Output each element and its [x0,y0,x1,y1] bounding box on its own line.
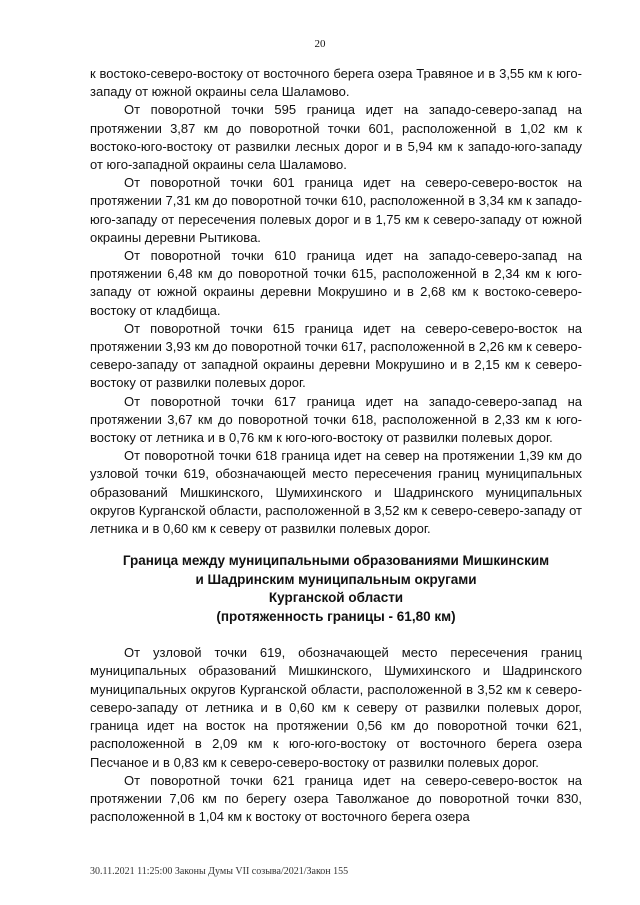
heading-line: Курганской области [268,590,404,606]
section-heading [90,552,582,626]
heading-line: и Шадринским муниципальным округами [195,571,477,587]
paragraph: От поворотной точки 601 граница идет на северо-северо-восток на протяжении 7,31 км до поворотной точки 610, расположенной в 3,34 км к западо-юго-западу от пересечения полевых дорог и в 1,75 км к северо-западу от южной окраины деревни Рытикова. [90,175,582,245]
paragraph: От поворотной точки 610 граница идет на западо-северо-запад на протяжении 6,48 км до поворотной точки 615, расположенной в 2,34 км к юго-западу от южной окраины деревни Мокрушино и в 2,68 км к востоко-северо-востоку от кладбища. [90,248,582,318]
heading-line: Граница между муниципальными образованиями Мишкинским [122,553,550,569]
document-body [90,65,582,826]
paragraph: к востоко-северо-востоку от восточного берега озера Травяное и в 3,55 км к юго-западу от южной окраины села Шаламово. [90,66,582,100]
paragraph: От поворотной точки 617 граница идет на западо-северо-запад на протяжении 3,67 км до поворотной точки 618, расположенной в 2,33 км к юго-востоку от летника и в 0,76 км к юго-юго-востоку от развилки полевых дорог. [90,393,582,446]
paragraph: От поворотной точки 618 граница идет на север на протяжении 1,39 км до узловой точки 619, обозначающей место пересечения границ муниципальных образований Мишкинского, Шумихинского и Шадринского муниципальных округов Курганской области, расположенной в 3,52 км к северо-северо-западу от летника и в 0,60 км к северу от развилки полевых дорог. [90,448,582,537]
paragraph: От поворотной точки 615 граница идет на северо-северо-восток на протяжении 3,93 км до поворотной точки 617, расположенной в 2,26 км к северо-северо-западу от западной окраины деревни Мокрушино и в 2,15 км к северо-востоку от развилки полевых дорог. [90,320,582,391]
heading-line: (протяженность границы - 61,80 км) [216,608,456,624]
paragraph: От поворотной точки 621 граница идет на северо-северо-восток на протяжении 7,06 км по берегу озера Таволжаное до поворотной точки 830, расположенной в 1,04 км к востоку от восточного берега озера [90,772,582,825]
page-number: 20 [314,38,326,50]
document-footer: 30.11.2021 11:25:00 Законы Думы VII созыва/2021/Закон 155 [90,866,349,877]
paragraph: От узловой точки 619, обозначающей место пересечения границ муниципальных образований Мишкинского, Шумихинского и Шадринского муниципальных округов Курганской области, расположенной в 3,52 км к северо-северо-западу от летника и в 0,60 км к северу от развилки полевых дорог, граница идет на восток на протяжении 0,56 км до поворотной точки 621, расположенной в 2,09 км к юго-юго-востоку от восточного берега озера Песчаное и в 0,83 км к северо-северо-востоку от развилки полевых дорог. [90,645,582,770]
paragraph: От поворотной точки 595 граница идет на западо-северо-запад на протяжении 3,87 км до поворотной точки 601, расположенной в 1,02 км к востоко-юго-востоку от развилки лесных дорог и в 5,94 км к западо-юго-западу от юго-западной окраины села Шаламово. [90,102,582,173]
